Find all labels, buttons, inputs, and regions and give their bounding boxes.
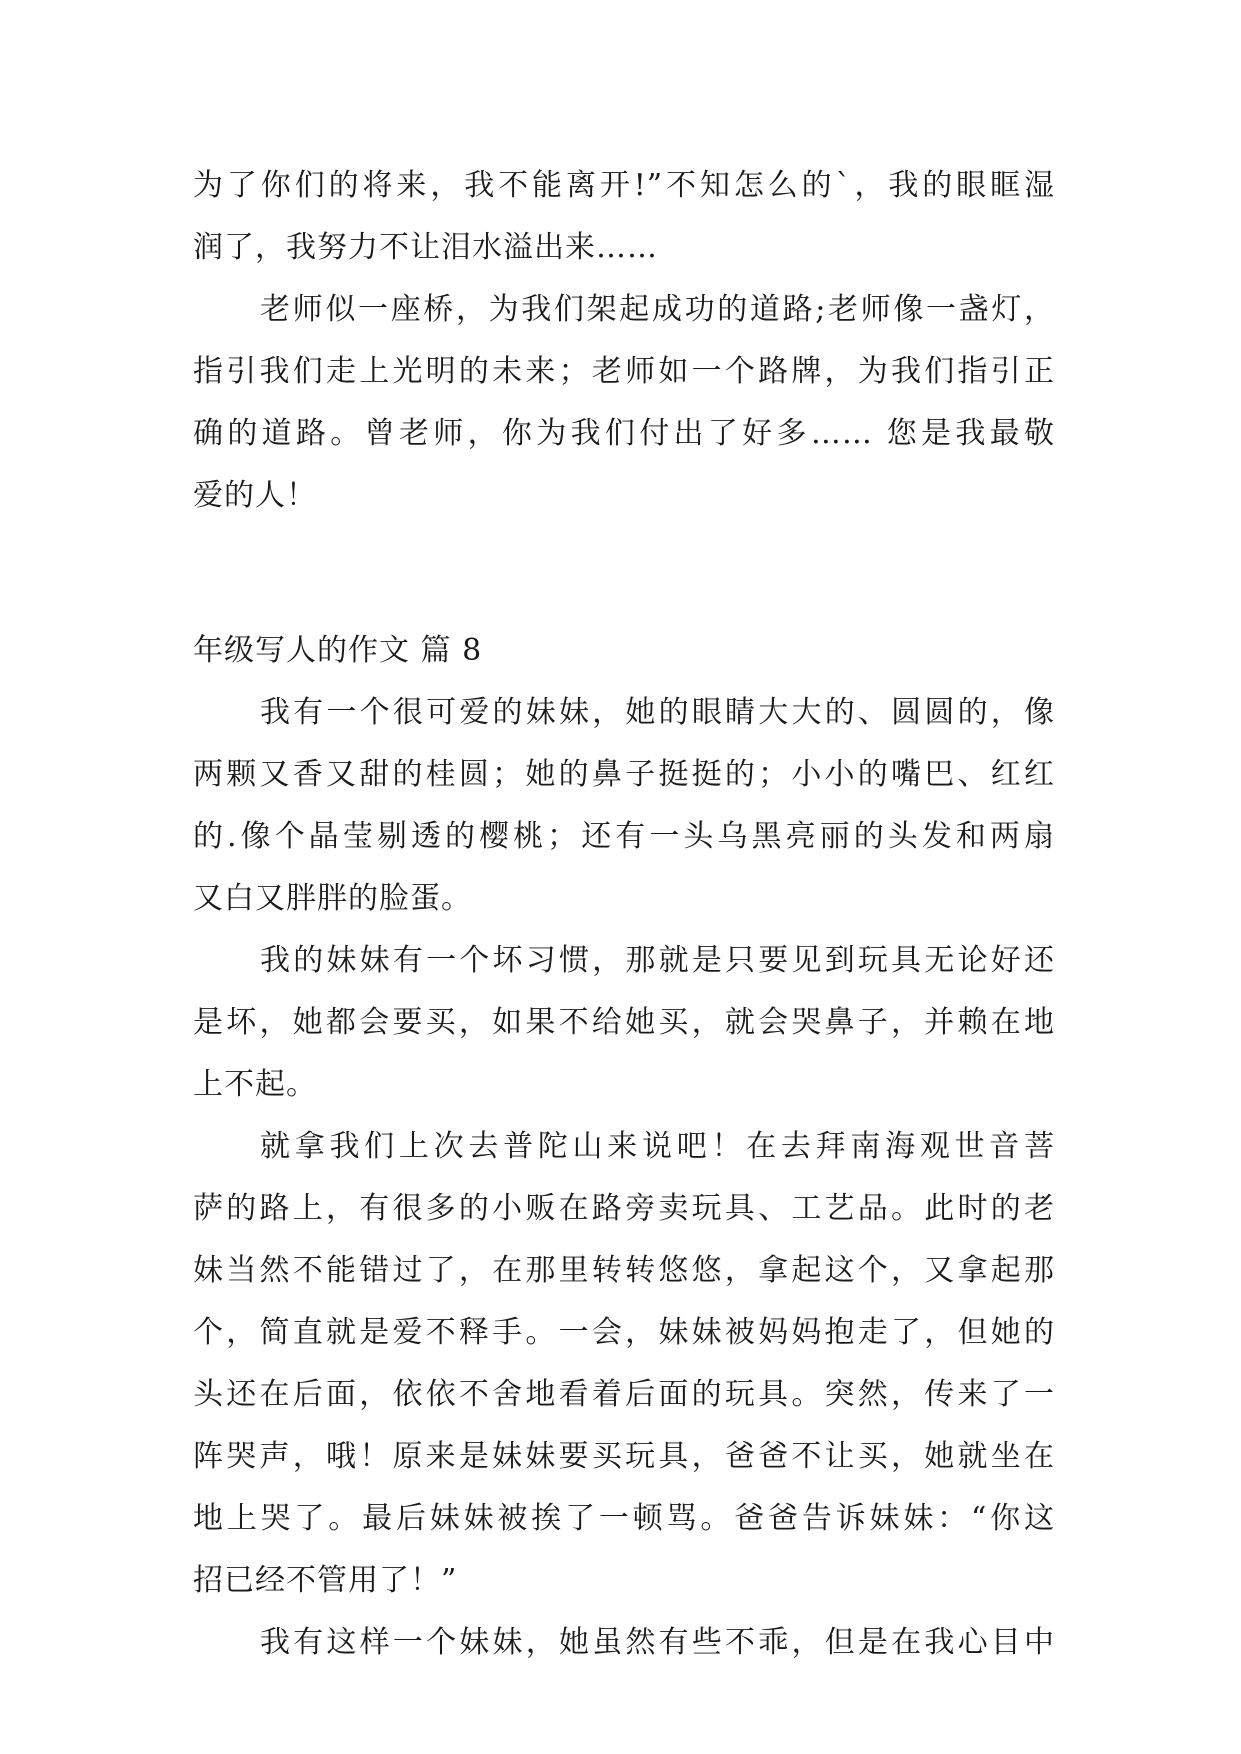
section-gap [193, 527, 1055, 620]
text-line: 上不起。 [193, 1067, 317, 1102]
text-line: 润了，我努力不让泪水溢出来…… [193, 230, 658, 265]
text-line: 为了你们的将来，我不能离开!”不知怎么的`，我的眼眶湿 [193, 168, 1055, 203]
text-line: 萨的路上，有很多的小贩在路旁卖玩具、工艺品。此时的老 [193, 1191, 1055, 1226]
section-heading: 年级写人的作文 篇 8 [193, 633, 483, 668]
text-line: 爱的人！ [193, 478, 317, 513]
text-line: 头还在后面，依依不舍地看着后面的玩具。突然，传来了一 [193, 1377, 1055, 1412]
text-line: 指引我们走上光明的未来；老师如一个路牌，为我们指引正 [193, 354, 1055, 389]
text-line: 的.像个晶莹剔透的樱桃；还有一头乌黑亮丽的头发和两扇 [193, 819, 1055, 854]
text-line: 我的妹妹有一个坏习惯，那就是只要见到玩具无论好还 [260, 943, 1055, 978]
paragraph-sister-intro [193, 682, 1055, 930]
paragraph-teacher [193, 279, 1055, 527]
text-line: 地上哭了。最后妹妹被挨了一顿骂。爸爸告诉妹妹：“你这 [193, 1501, 1055, 1536]
text-line: 确的道路。曾老师，你为我们付出了好多…… 您是我最敬 [193, 416, 1055, 451]
text-line: 是坏，她都会要买，如果不给她买，就会哭鼻子，并赖在地 [193, 1005, 1055, 1040]
text-line: 招已经不管用了！” [193, 1563, 458, 1598]
paragraph-closing [193, 1612, 1055, 1674]
text-line: 阵哭声，哦！原来是妹妹要买玩具，爸爸不让买，她就坐在 [193, 1439, 1055, 1474]
text-line: 个，简直就是爱不释手。一会，妹妹被妈妈抱走了，但她的 [193, 1315, 1055, 1350]
text-line: 又白又胖胖的脸蛋。 [193, 881, 472, 916]
paragraph-habit [193, 930, 1055, 1116]
document-body [193, 155, 1055, 1674]
text-line: 我有这样一个妹妹，她虽然有些不乖，但是在我心目中 [260, 1625, 1055, 1660]
paragraph-story [193, 1116, 1055, 1612]
text-line: 就拿我们上次去普陀山来说吧！在去拜南海观世音菩 [260, 1129, 1055, 1164]
text-line: 我有一个很可爱的妹妹，她的眼睛大大的、圆圆的，像 [260, 695, 1055, 730]
paragraph-continuation [193, 155, 1055, 279]
text-line: 妹当然不能错过了，在那里转转悠悠，拿起这个，又拿起那 [193, 1253, 1055, 1288]
text-line: 两颗又香又甜的桂圆；她的鼻子挺挺的；小小的嘴巴、红红 [193, 757, 1055, 792]
text-line: 老师似一座桥，为我们架起成功的道路;老师像一盏灯， [260, 292, 1055, 327]
